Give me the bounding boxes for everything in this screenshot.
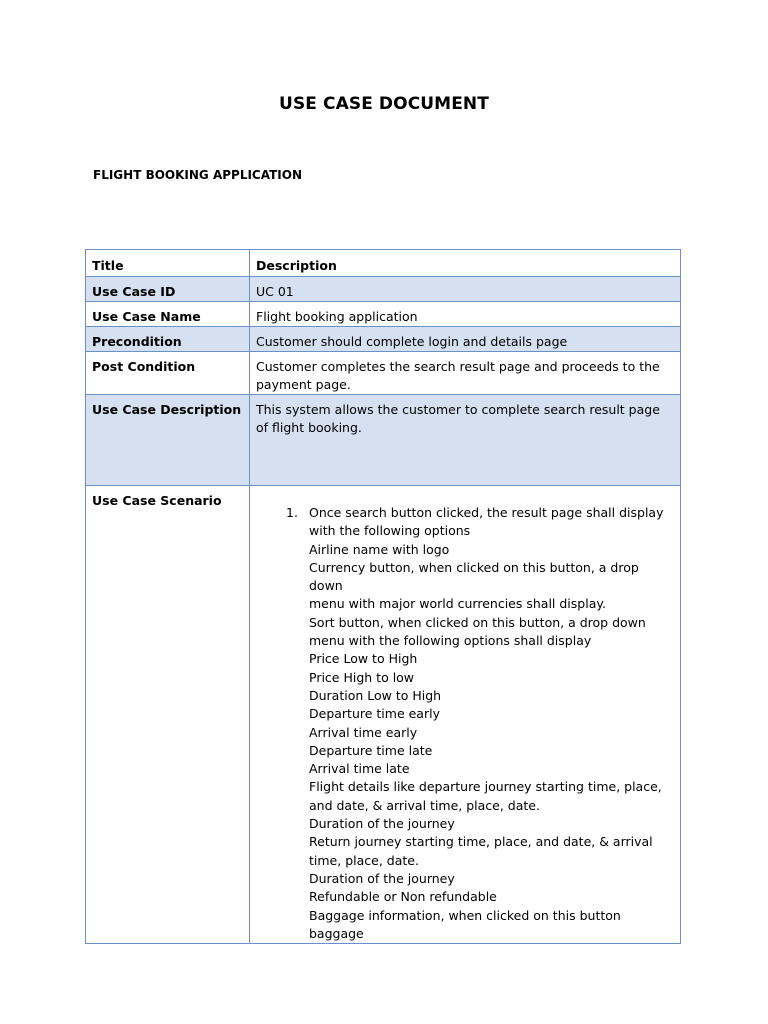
scenario-line: menu with the following options shall display [309,633,592,649]
row-label-cell [86,352,250,395]
scenario-line: and date, & arrival time, place, date. [309,797,540,813]
row-value-cell [250,302,681,327]
row-label-cell [86,327,250,352]
scenario-line: menu with major world currencies shall display. [309,596,606,612]
row-value-cell [250,352,681,395]
row-label: Post Condition [92,359,196,374]
scenario-item [279,504,672,943]
row-value: Customer completes the search result page and proceeds to the payment page. [256,359,660,392]
scenario-line: Flight details like departure journey starting time, place, [309,779,662,795]
row-value: Flight booking application [256,309,418,324]
row-value: UC 01 [256,284,294,299]
scenario-line: Airline name with logo [309,541,450,557]
scenario-label: Use Case Scenario [92,493,222,508]
header-title-cell [86,250,250,277]
table-row [86,302,681,327]
scenario-line: Once search button clicked, the result page shall display [309,505,664,520]
scenario-label-cell [86,486,250,944]
document-subtitle: FLIGHT BOOKING APPLICATION [93,168,302,182]
row-label: Use Case Name [92,309,201,324]
scenario-line: Price High to low [309,669,415,685]
table-row [86,277,681,302]
row-label: Use Case Description [92,402,242,417]
scenario-line: Duration of the journey [309,870,455,886]
table-row [86,327,681,352]
row-value: This system allows the customer to complete search result page of flight booking. [256,402,660,435]
row-value: Customer should complete login and details page [256,334,568,349]
scenario-line: Departure time late [309,742,433,758]
scenario-line: Departure time early [309,706,440,722]
header-description: Description [256,258,337,273]
scenario-line: Sort button, when clicked on this button, a drop down [309,614,646,630]
row-label-cell [86,277,250,302]
table-header-row [86,250,681,277]
table-row [86,352,681,395]
scenario-line: Duration of the journey [309,816,455,832]
row-value-cell [250,277,681,302]
row-label: Use Case ID [92,284,176,299]
scenario-line: time, place, date. [309,852,419,868]
scenario-row [86,486,681,944]
header-title: Title [92,258,124,273]
scenario-line: Return journey starting time, place, and date, & arrival [309,834,653,850]
scenario-line: with the following options [309,523,471,539]
scenario-line: Arrival time early [309,724,418,740]
scenario-item-number: 1. [286,505,298,520]
scenario-line: Currency button, when clicked on this button, a drop down [309,559,639,594]
scenario-line: Duration Low to High [309,687,442,703]
row-value-cell [250,327,681,352]
scenario-line: Refundable or Non refundable [309,889,497,905]
row-label-cell [86,302,250,327]
table-row [86,395,681,486]
scenario-content-cell [250,486,681,944]
scenario-line: Price Low to High [309,651,418,667]
row-label: Precondition [92,334,182,349]
scenario-line: Baggage information, when clicked on this button baggage [309,907,621,941]
use-case-table [85,249,681,944]
row-value-cell [250,395,681,486]
row-label-cell [86,395,250,486]
scenario-list [256,486,672,943]
document-title: USE CASE DOCUMENT [279,94,489,114]
header-description-cell [250,250,681,277]
scenario-line: Arrival time late [309,761,410,777]
